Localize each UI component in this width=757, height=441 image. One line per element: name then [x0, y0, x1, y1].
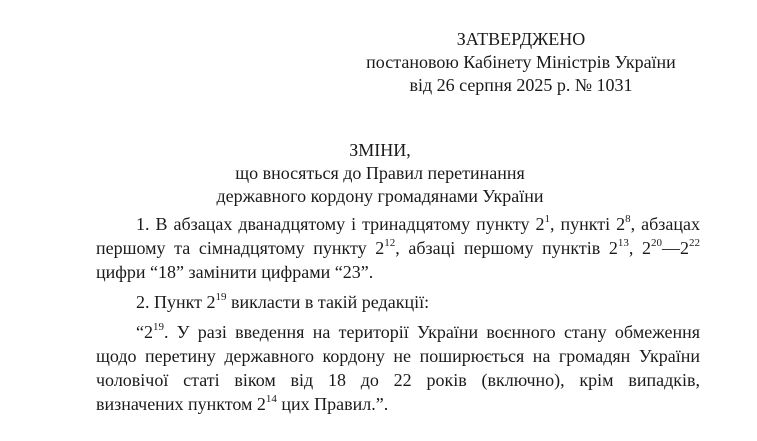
- quote-line-2: щодо перетину державного кордону не поширюється на громадян України: [96, 346, 700, 366]
- item1-sup-a: 1: [544, 213, 551, 225]
- item1-text-g: —2: [662, 238, 689, 258]
- item1-text-f: , 2: [628, 238, 651, 258]
- approval-date: від 26 серпня 2025 р. № 1031: [409, 75, 633, 95]
- approval-heading: ЗАТВЕРДЖЕНО: [456, 29, 586, 49]
- item1-text-e: , абзаці першому пунктів 2: [395, 238, 618, 258]
- item1-sup-b: 8: [625, 213, 631, 225]
- quote-line-4: [96, 392, 700, 416]
- title-line-2: що вносяться до Правил перетинання: [235, 163, 525, 183]
- item2-text-b: викласти в такій редакції:: [226, 292, 430, 312]
- quote-text-b: . У разі введення на території України воєнного стану обмеження: [164, 322, 700, 342]
- item1-sup-e: 13: [617, 237, 629, 249]
- quote-text-a: “2: [136, 322, 153, 342]
- quote-sup-a: 19: [153, 321, 164, 333]
- item2-sup-a: 19: [215, 291, 227, 303]
- item2-line-1: [96, 290, 700, 314]
- quote-line-1: [96, 320, 700, 344]
- item1-line-1: [96, 212, 700, 236]
- quote-line-3: чоловічої статі віком від 18 до 22 років (включно), крім випадків,: [96, 370, 700, 390]
- item1-text-c: , абзацах: [630, 214, 700, 234]
- paragraph-item-1: [96, 212, 700, 284]
- approval-stamp: [356, 28, 686, 97]
- item1-line-2: [96, 236, 700, 260]
- item1-sup-f: 20: [651, 237, 662, 249]
- item1-text-b: , пункті 2: [550, 214, 626, 234]
- item1-text-a: 1. В абзацах дванадцятому і тринадцятому пункту 2: [136, 214, 545, 234]
- paragraph-quote: [96, 320, 700, 416]
- item1-line-3: цифри “18” замінити цифрами “23”.: [96, 262, 374, 282]
- quote-text-d: цих Правил.”.: [276, 394, 389, 414]
- quote-sup-c: 14: [265, 393, 277, 405]
- item1-sup-g: 22: [689, 237, 700, 249]
- quote-text-c: визначених пунктом 2: [96, 394, 266, 414]
- item1-text-d: першому та сімнадцятому пункту 2: [96, 238, 385, 258]
- item1-sup-d: 12: [384, 237, 396, 249]
- document-body: [96, 212, 700, 424]
- item2-text-a: 2. Пункт 2: [136, 292, 216, 312]
- document-title: [200, 139, 560, 208]
- title-main: ЗМІНИ,: [349, 140, 411, 160]
- approval-resolution: постановою Кабінету Міністрів України: [366, 52, 676, 72]
- title-line-3: державного кордону громадянами України: [216, 186, 544, 206]
- paragraph-item-2: [96, 290, 700, 314]
